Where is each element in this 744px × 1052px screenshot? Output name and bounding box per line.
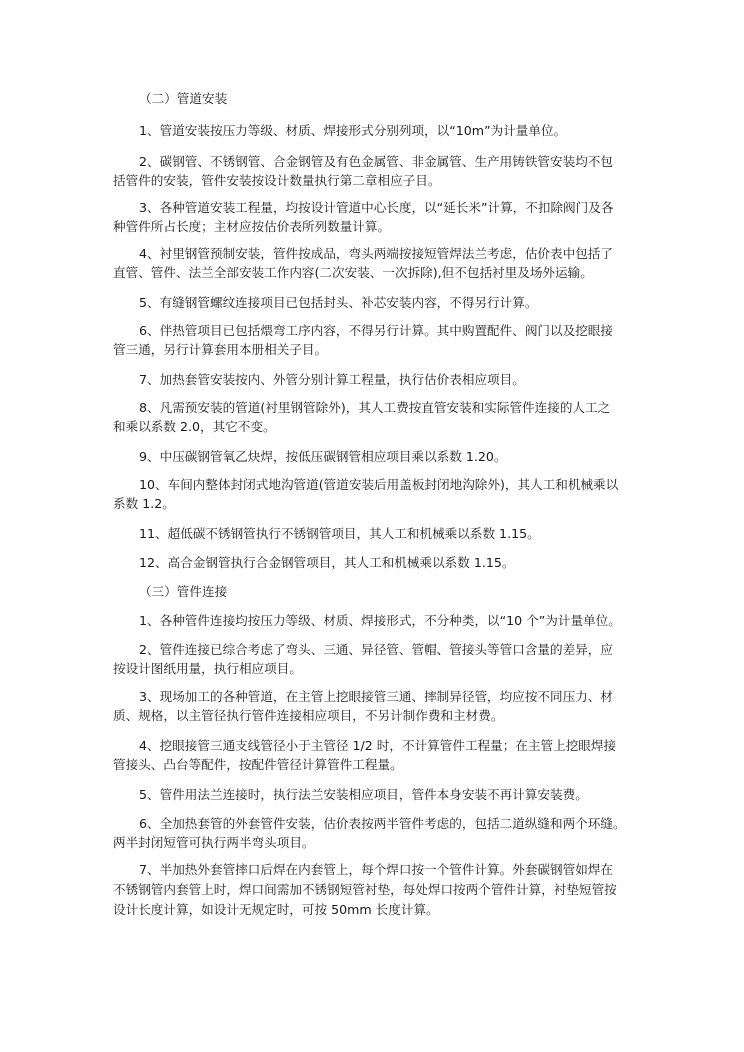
paragraph-line: 按设计图纸用量，执行相应项目。 [113,661,302,676]
paragraph-line: 6、全加热套管的外套管件安装，估价表按两半管件考虑的，包括二道纵缝和两个环缝。 [139,816,626,831]
paragraph-line: 不锈钢管内套管上时，焊口间需加不锈钢短管衬垫，每处焊口按两个管件计算，衬垫短管按 [113,882,617,897]
paragraph-line: 质、规格，以主管径执行管件连接相应项目，不另计制作费和主材费。 [113,708,504,723]
paragraph-line: 7、半加热外套管摔口后焊在内套管上，每个焊口按一个管件计算。外套碳钢管如焊在 [139,862,613,877]
paragraph-line: 1、管道安装按压力等级、材质、焊接形式分别列项，以“10m”为计量单位。 [139,123,567,138]
paragraph-line: 5、有缝钢管螺纹连接项目已包括封头、补芯安装内容，不得另行计算。 [139,295,538,310]
paragraph-line: 9、中压碳钢管氧乙炔焊，按低压碳钢管相应项目乘以系数 1.20。 [139,449,507,464]
paragraph-line: 5、管件用法兰连接时，执行法兰安装相应项目，管件本身安装不再计算安装费。 [139,787,588,802]
paragraph-line: 3、现场加工的各种管道，在主管上挖眼接管三通、摔制异径管，均应按不同压力、材 [139,689,613,704]
section-heading: （三）管件连接 [139,584,228,599]
paragraph-line: 6、伴热管项目已包括煨弯工序内容，不得另行计算。其中购置配件、阀门以及挖眼接 [139,323,613,338]
paragraph-line: 种管件所占长度；主材应按估价表所列数量计算。 [113,219,391,234]
section-heading: （二）管道安装 [139,91,228,106]
paragraph-line: 2、碳钢管、不锈钢管、合金钢管及有色金属管、非金属管、生产用铸铁管安装均不包 [139,154,613,169]
paragraph-line: 1、各种管件连接均按压力等级、材质、焊接形式，不分种类，以“10 个”为计量单位。 [139,613,621,628]
paragraph-line: 和乘以系数 2.0，其它不变。 [113,419,276,434]
paragraph-line: 管接头、凸台等配件，按配件管径计算管件工程量。 [113,757,403,772]
paragraph-line: 系数 1.2。 [113,496,175,511]
paragraph-line: 括管件的安装，管件安装按设计数量执行第二章相应子目。 [113,173,441,188]
paragraph-line: 8、凡需预安装的管道(衬里钢管除外)，其人工费按直管安装和实际管件连接的人工之 [139,400,611,415]
paragraph-line: 4、挖眼接管三通支线管径小于主管径 1/2 时，不计算管件工程量；在主管上挖眼焊接 [139,738,617,753]
paragraph-line: 4、衬里钢管预制安装，管件按成品，弯头两端按接短管焊法兰考虑，估价表中包括了 [139,246,613,261]
paragraph-line: 2、管件连接已综合考虑了弯头、三通、异径管、管帽、管接头等管口含量的差异，应 [139,642,613,657]
paragraph-line: 12、高合金钢管执行合金钢管项目，其人工和机械乘以系数 1.15。 [139,555,515,570]
paragraph-line: 10、车间内整体封闭式地沟管道(管道安装后用盖板封闭地沟除外)，其人工和机械乘以 [139,477,619,492]
paragraph-line: 7、加热套管安装按内、外管分别计算工程量，执行估价表相应项目。 [139,372,525,387]
paragraph-line: 直管、管件、法兰全部安装工作内容(二次安装、一次拆除),但不包括衬里及场外运输。 [113,265,593,280]
paragraph-line: 设计长度计算，如设计无规定时，可按 50mm 长度计算。 [113,902,439,917]
paragraph-line: 管三通，另行计算套用本册相关子目。 [113,342,328,357]
paragraph-line: 两半封闭短管可执行两半弯头项目。 [113,835,315,850]
paragraph-line: 11、超低碳不锈钢管执行不锈钢管项目，其人工和机械乘以系数 1.15。 [139,526,540,541]
paragraph-line: 3、各种管道安装工程量，均按设计管道中心长度，以“延长米”计算，不扣除阀门及各 [139,200,614,215]
